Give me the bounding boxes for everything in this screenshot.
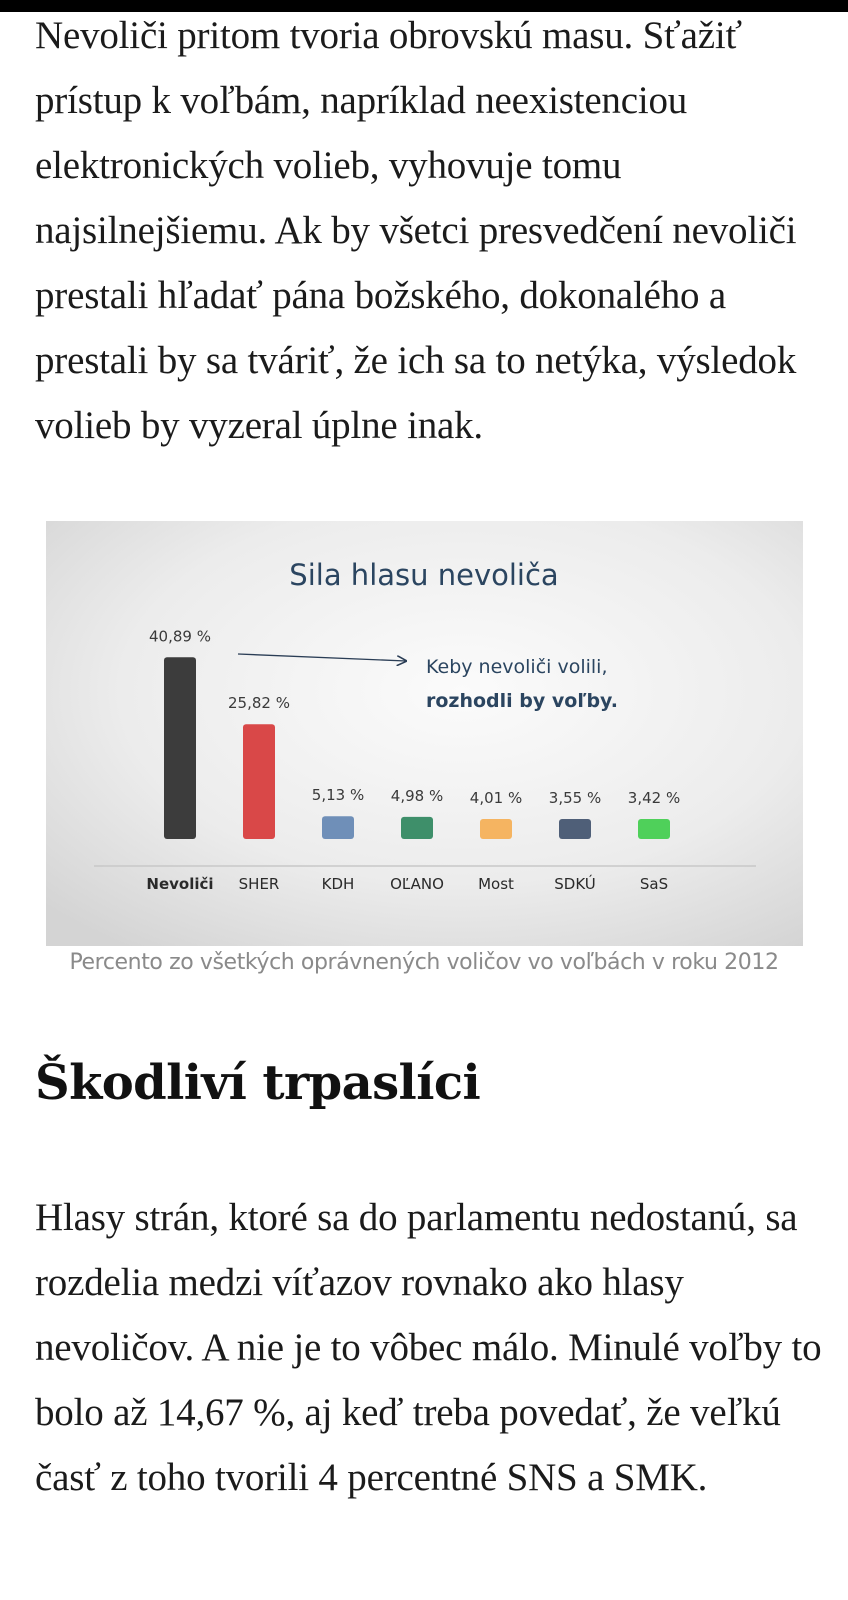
bar-0 (164, 657, 196, 839)
bar-value-label: 3,55 % (548, 789, 602, 807)
bar-value-label: 3,42 % (627, 789, 681, 807)
bar-4 (480, 819, 512, 839)
section-heading: Škodliví trpaslíci (35, 1055, 481, 1111)
category-label: KDH (321, 875, 355, 893)
bar-value-label: 5,13 % (311, 786, 365, 805)
bar-value-label: 25,82 % (228, 694, 290, 713)
chart-figure (46, 521, 803, 946)
bar-1 (243, 724, 275, 839)
category-label: OĽANO (390, 875, 444, 893)
bar-value-label: 4,01 % (469, 789, 523, 807)
chart-annotation-line-1: Keby nevoliči volili, (426, 656, 608, 678)
article-paragraph: Nevoliči pritom tvoria obrovskú masu. Sťažiť prístup k voľbám, napríklad neexistenciou elektronických volieb, vyhovuje tomu najsilnejšiemu. Ak by všetci presvedčení nevoliči prestali hľadať pána božského, dokonalého a prestali by sa tváriť, že ich sa to netýka, výsledok volieb by vyzeral úplne inak. (35, 14, 797, 447)
category-label: Most (478, 875, 514, 893)
article-paragraph: Hlasy strán, ktoré sa do parlamentu nedostanú, sa rozdelia medzi víťazov rovnako ako hlasy nevoličov. A nie je to vôbec málo. Minulé voľby to bolo až 14,67 %, aj keď treba povedať, že veľkú časť z toho tvorili 4 percentné SNS a SMK. (35, 1196, 822, 1499)
bar-value-label: 40,89 % (149, 627, 211, 646)
bar-chart (46, 521, 803, 946)
bar-value-label: 4,98 % (390, 786, 444, 805)
figure-caption: Percento zo všetkých oprávnených voličov vo voľbách v roku 2012 (69, 950, 779, 975)
chart-title: Sila hlasu nevoliča (289, 558, 559, 592)
bar-6 (638, 819, 670, 839)
bar-3 (401, 817, 433, 839)
category-label: Nevoliči (146, 875, 214, 893)
chart-annotation-line-2: rozhodli by voľby. (426, 690, 618, 712)
category-label: SaS (639, 875, 669, 893)
category-label: SDKÚ (554, 875, 596, 893)
category-label: SHER (238, 875, 280, 893)
bar-5 (559, 819, 591, 839)
bar-2 (322, 816, 354, 839)
